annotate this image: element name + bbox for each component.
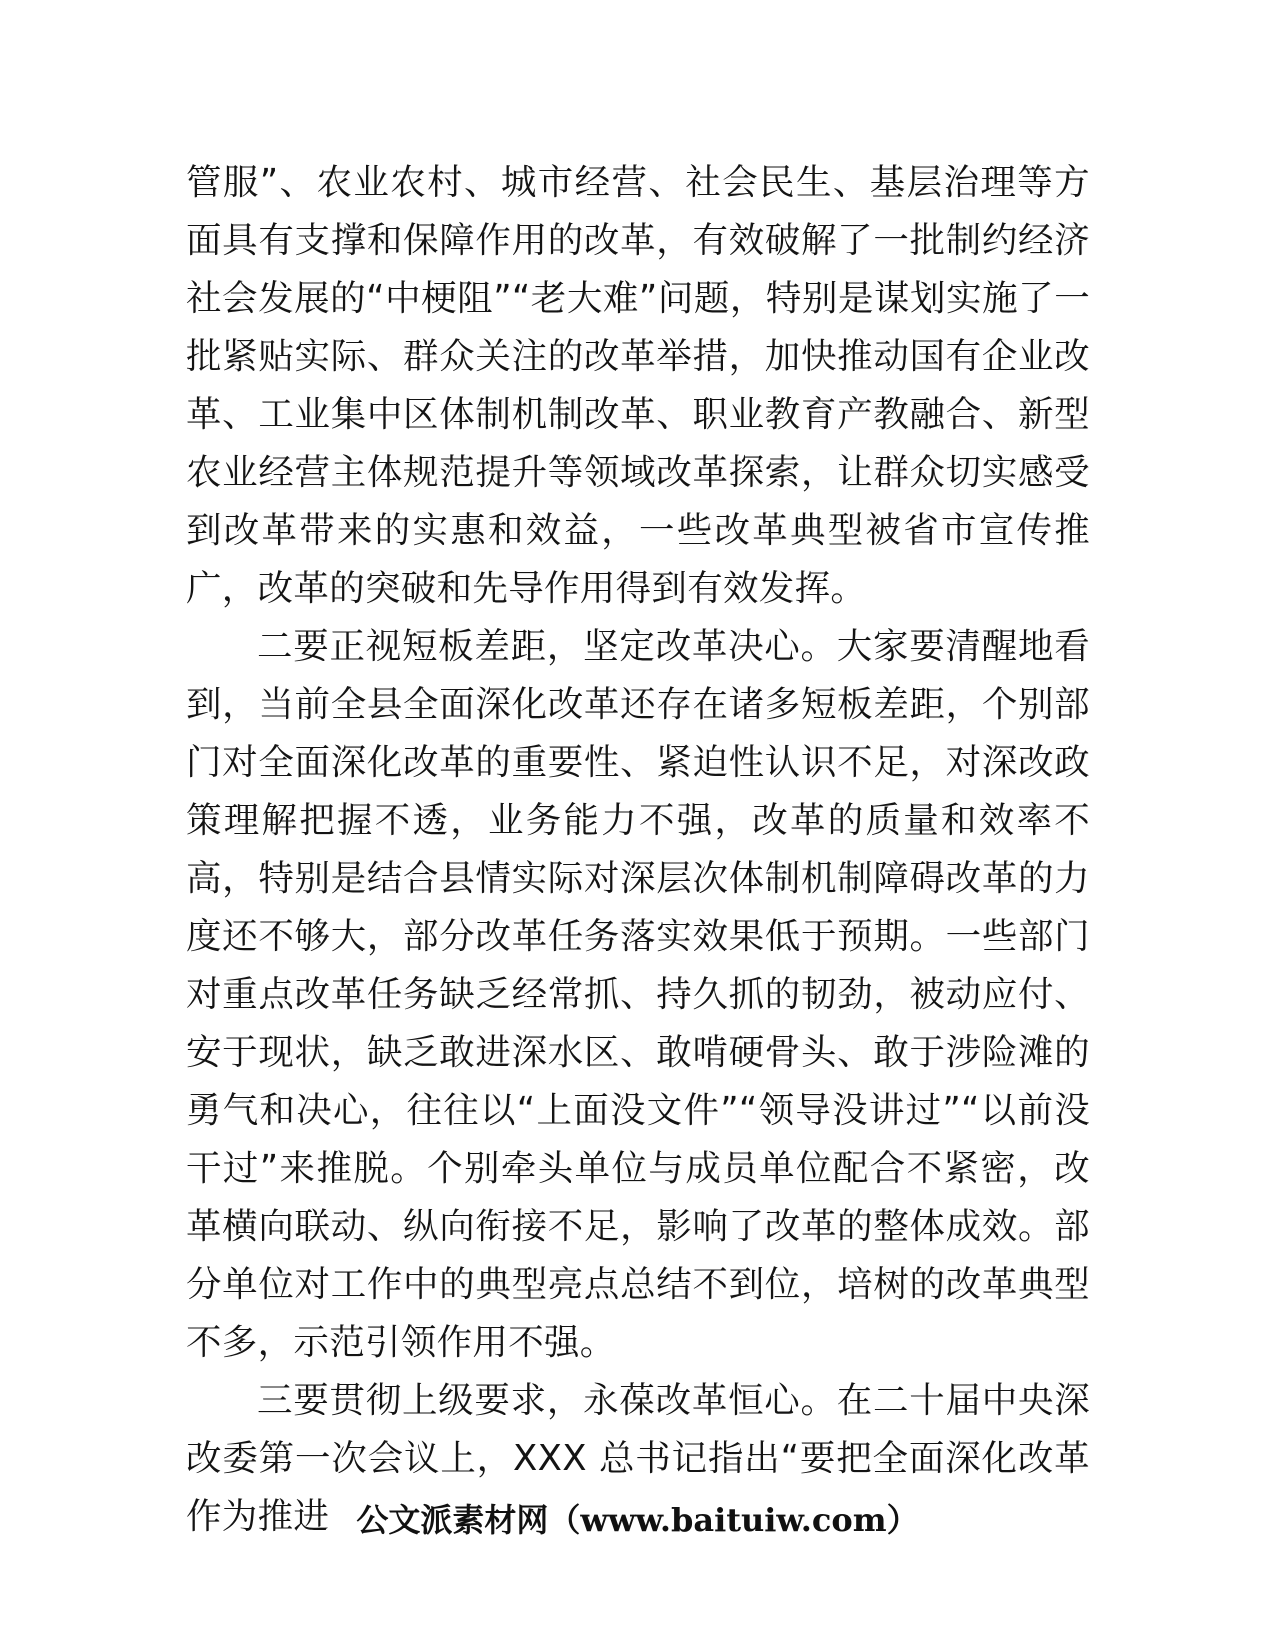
paragraph-point-three: 三要贯彻上级要求，永葆改革恒心。在二十届中央深改委第一次会议上，XXX 总书记指出“要把全面深化改革作为推进 [186, 1380, 1090, 1537]
paragraph-point-two: 二要正视短板差距，坚定改革决心。大家要清醒地看到，当前全县全面深化改革还存在诸多短板差距，个别部门对全面深化改革的重要性、紧迫性认识不足，对深改政策理解把握不透，业务能力不强，改革的质量和效率不高，特别是结合县情实际对深层次体制机制障碍改革的力度还不够大，部分改革任务落实效果低于预期。一些部门对重点改革任务缺乏经常抓、持久抓的韧劲，被动应付、安于现状，缺乏敢进深水区、敢啃硬骨头、敢于涉险滩的勇气和决心，往往以“上面没文件”“领导没讲过”“以前没干过”来推脱。个别牵头单位与成员单位配合不紧密，改革横向联动、纵向衔接不足，影响了改革的整体成效。部分单位对工作中的典型亮点总结不到位，培树的改革典型不多，示范引领作用不强。 [186, 626, 1090, 1363]
document-body [186, 154, 1090, 1546]
paragraph-continuation: 管服”、农业农村、城市经营、社会民生、基层治理等方面具有支撑和保障作用的改革，有效破解了一批制约经济社会发展的“中梗阻”“老大难”问题，特别是谋划实施了一批紧贴实际、群众关注的改革举措，加快推动国有企业改革、工业集中区体制机制改革、职业教育产教融合、新型农业经营主体规范提升等领域改革探索，让群众切实感受到改革带来的实惠和效益，一些改革典型被省市宣传推广，改革的突破和先导作用得到有效发挥。 [186, 162, 1090, 609]
footer-watermark: 公文派素材网（www.baituiw.com） [356, 1501, 919, 1539]
